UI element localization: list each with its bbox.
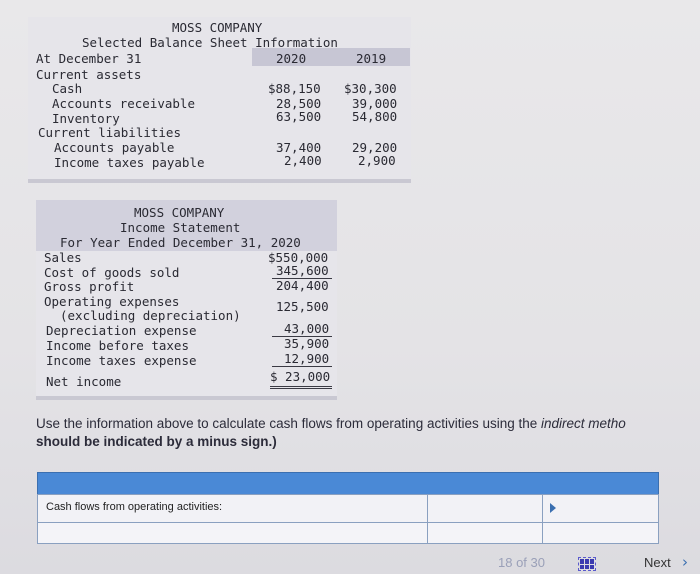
net-income-underline-2 xyxy=(270,388,332,389)
table-row-input[interactable] xyxy=(37,522,659,544)
ite-underline xyxy=(272,366,332,367)
question-grid-icon[interactable] xyxy=(578,557,596,571)
current-assets-heading: Current assets xyxy=(36,67,142,82)
ite-label: Income taxes expense xyxy=(46,353,197,368)
gross-profit-label: Gross profit xyxy=(44,279,135,294)
current-liabilities-heading: Current liabilities xyxy=(38,125,181,140)
depreciation-label: Depreciation expense xyxy=(46,323,197,338)
sales-value: $550,000 xyxy=(268,250,329,265)
page-indicator: 18 of 30 xyxy=(498,555,545,570)
itp-2020: 2,400 xyxy=(284,153,322,168)
ar-2019: 39,000 xyxy=(352,96,398,111)
income-statement-company: MOSS COMPANY xyxy=(134,205,225,220)
sales-label: Sales xyxy=(44,250,82,265)
chevron-right-icon[interactable]: › xyxy=(682,553,688,571)
inventory-2019: 54,800 xyxy=(352,109,398,124)
table-row xyxy=(37,494,659,524)
itp-2019: 2,900 xyxy=(358,153,396,168)
net-income-underline-1 xyxy=(270,386,332,387)
row-pointer-icon xyxy=(550,503,556,513)
ibt-label: Income before taxes xyxy=(46,338,189,353)
ite-value: 12,900 xyxy=(284,351,330,366)
cash-2020: $88,150 xyxy=(268,81,321,96)
cash-2019: $30,300 xyxy=(344,81,397,96)
inventory-2020: 63,500 xyxy=(276,109,322,124)
column-2019: 2019 xyxy=(356,51,387,66)
instructions-text xyxy=(36,415,626,451)
cash-label: Cash xyxy=(52,81,83,96)
cell-divider xyxy=(542,523,543,543)
next-button[interactable]: Next xyxy=(644,555,671,570)
balance-sheet-date-label: At December 31 xyxy=(36,51,142,66)
net-income-label: Net income xyxy=(46,374,122,389)
cash-flows-operating-label: Cash flows from operating activities: xyxy=(46,501,223,513)
opex-sub-label: (excluding depreciation) xyxy=(60,308,241,323)
itp-label: Income taxes payable xyxy=(54,155,205,170)
ap-label: Accounts payable xyxy=(54,140,175,155)
ar-label: Accounts receivable xyxy=(52,96,195,111)
gross-profit-value: 204,400 xyxy=(276,278,329,293)
ap-2020: 37,400 xyxy=(276,140,322,155)
table-header-bar xyxy=(37,472,659,496)
cogs-label: Cost of goods sold xyxy=(44,265,180,280)
opex-value: 125,500 xyxy=(276,299,329,314)
ar-2020: 28,500 xyxy=(276,96,322,111)
cell-divider xyxy=(427,523,428,543)
instructions-line-1-text: Use the information above to calculate cash flows from operating activities using the xyxy=(36,416,542,431)
column-2020: 2020 xyxy=(276,51,307,66)
inventory-label: Inventory xyxy=(52,111,120,126)
ibt-value: 35,900 xyxy=(284,336,330,351)
instructions-line-2-bold: should be indicated by a minus sign.) xyxy=(36,434,277,449)
cell-divider xyxy=(427,495,428,523)
net-income-value: $ 23,000 xyxy=(270,369,331,384)
instructions-line-2 xyxy=(36,433,626,451)
cell-divider xyxy=(542,495,543,523)
instructions-line-1-italic: indirect metho xyxy=(541,416,626,431)
balance-sheet-subtitle: Selected Balance Sheet Information xyxy=(82,35,338,50)
depreciation-value: 43,000 xyxy=(284,321,330,336)
income-statement-subtitle: Income Statement xyxy=(120,220,241,235)
cogs-value: 345,600 xyxy=(276,263,329,278)
instructions-line-1 xyxy=(36,415,626,433)
income-statement-period: For Year Ended December 31, 2020 xyxy=(60,235,301,250)
balance-sheet-company: MOSS COMPANY xyxy=(172,20,263,35)
ap-2019: 29,200 xyxy=(352,140,398,155)
opex-label: Operating expenses xyxy=(44,294,180,309)
